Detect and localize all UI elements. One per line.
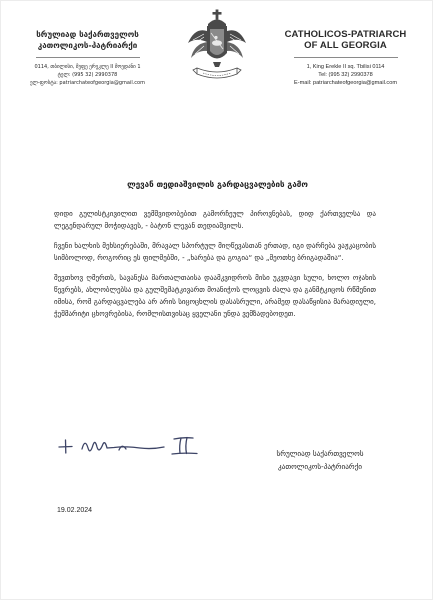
letterhead-right xyxy=(273,29,418,87)
patriarchate-emblem-icon xyxy=(187,9,247,89)
paragraph: ჩვენი ხალხის მეხსიერებაში, მრავალ სპორტულ მიღწევასთან ერთად, იგი დარჩება ვაჟკაცობის სიმბოლოდ, როგორიც ეს ფილმებში, - „ხარება და გოგია“ და „მეოთხე ბრიგადაშია“. xyxy=(54,242,376,262)
letterhead-title-line2: OF ALL GEORGIA xyxy=(304,40,387,51)
letterhead-phone: ტელ: (995 32) 2990378 xyxy=(57,72,118,78)
letter-title: ლევან თედიაშვილის გარდაცვალების გამო xyxy=(127,180,308,189)
letterhead-divider xyxy=(294,57,398,58)
paragraph: შევთხოვ ღმერთს, სავანესა მართალთაისა დაამკვიდროს მისი უკვდავი სული, ხოლო ოჯახის წევრებს, ახლობლებსა და გულშემატკივართ მოანიჭოს ლოცვის ძალა და განმტკიცოს რწმენით იმისა, რომ გარდაცვალება არ არის სიცოცხლის დასასრული, არამედ დასაწყისია მარადიული, ჭეშმარიტი ცხოვრებისა, რომლისთვისაც ყველანი უნდა ვემზადებოდეთ. xyxy=(54,274,376,318)
signatory-line2: კათოლიკოს-პატრიარქი xyxy=(278,462,362,471)
letterhead-email: ელ-ფოსტა: patriarchateofgeorgia@gmail.com xyxy=(30,80,145,86)
letterhead-address: 1, King Erekle II sq. Tbilisi 0114 xyxy=(306,64,385,70)
letterhead-title-line1: სრულიად საქართველოს xyxy=(36,30,139,39)
letterhead-left xyxy=(15,29,160,87)
letter-body xyxy=(54,208,376,328)
letterhead-address: 0114, თბილისი, მეფე ერეკლე II მოედანი 1 xyxy=(34,64,141,70)
letterhead-title-line2: კათოლიკოს-პატრიარქი xyxy=(37,41,138,50)
paragraph: დიდი გულისტკივილით ვემშვიდობებით გამორჩეულ პიროვნებას, დიდ ქართველსა და ლეგენდარულ მოჭიდავეს, - ბატონ ლევან თედიაშვილს. xyxy=(54,210,376,230)
signatory-line1: სრულიად საქართველოს xyxy=(276,449,364,458)
letter-date: 19.02.2024 xyxy=(57,507,93,514)
letterhead-title-line1: CATHOLICOS-PATRIARCH xyxy=(284,29,407,40)
letterhead-phone: Tel: (995 32) 2990378 xyxy=(318,72,373,78)
signatory-title xyxy=(256,447,384,473)
letterhead-email: E-mail: patriarchateofgeorgia@gmail.com xyxy=(294,80,397,86)
letterhead-divider xyxy=(36,57,140,58)
handwritten-signature xyxy=(56,433,216,459)
